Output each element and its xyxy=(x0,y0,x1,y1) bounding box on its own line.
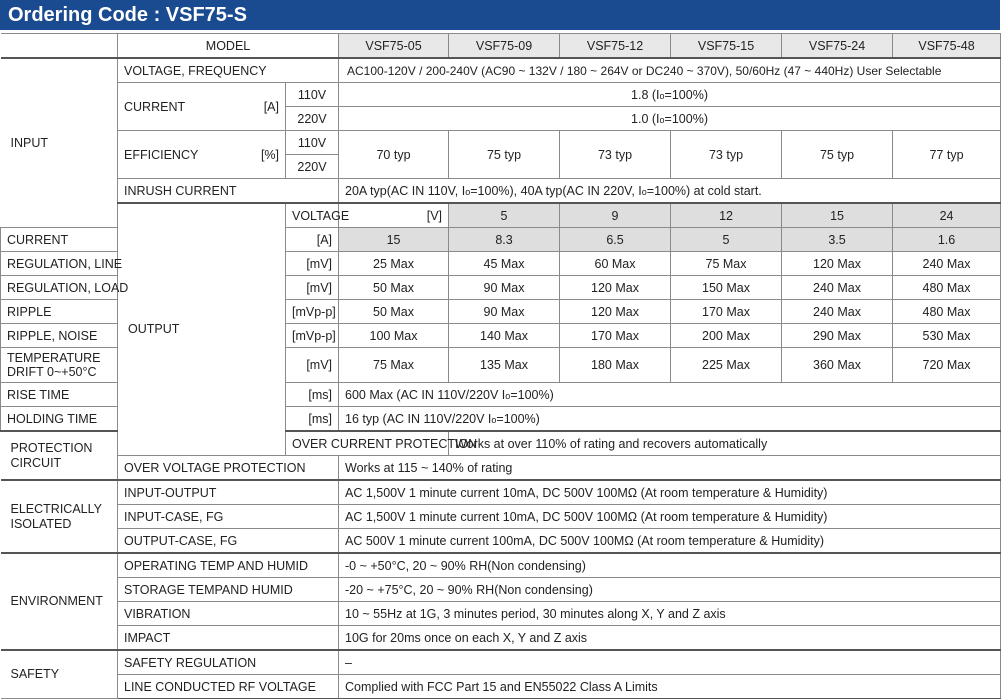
cell: 240 Max xyxy=(782,276,893,300)
cell: 50 Max xyxy=(339,300,449,324)
table-row xyxy=(1,578,1001,602)
table-row xyxy=(1,83,1001,107)
cell: 480 Max xyxy=(893,300,1001,324)
cell: 6.5 xyxy=(560,228,671,252)
table-row xyxy=(1,675,1001,699)
isolation-value: AC 500V 1 minute current 100mA, DC 500V 100MΩ (At room temperature & Humidity) xyxy=(339,529,1001,554)
table-row xyxy=(1,529,1001,554)
cell: 3.5 xyxy=(782,228,893,252)
row-unit: [mV] xyxy=(286,348,339,383)
cell: 140 Max xyxy=(449,324,560,348)
category-environment: ENVIRONMENT xyxy=(1,553,118,650)
row-label: SAFETY REGULATION xyxy=(118,650,339,675)
cell: 15 xyxy=(782,203,893,228)
isolation-value: AC 1,500V 1 minute current 10mA, DC 500V 100MΩ (At room temperature & Humidity) xyxy=(339,505,1001,529)
efficiency-value: 73 typ xyxy=(671,131,782,179)
cell: 150 Max xyxy=(671,276,782,300)
table-row xyxy=(1,203,1001,228)
cell: 12 xyxy=(671,203,782,228)
efficiency-value: 77 typ xyxy=(893,131,1001,179)
cell: 24 xyxy=(893,203,1001,228)
table-row xyxy=(1,58,1001,83)
rf-voltage-value: Complied with FCC Part 15 and EN55022 Class A Limits xyxy=(339,675,1001,699)
model-col: VSF75-12 xyxy=(560,34,671,59)
row-unit: [mVp-p] xyxy=(286,324,339,348)
row-label: RIPPLE, NOISE xyxy=(1,324,118,348)
efficiency-unit: [%] xyxy=(260,147,279,162)
row-label: VOLTAGE, FREQUENCY xyxy=(118,58,339,83)
table-row xyxy=(1,505,1001,529)
table-row xyxy=(1,179,1001,204)
current-220-value: 1.0 (Io=100%) xyxy=(339,107,1001,131)
row-label: REGULATION, LINE xyxy=(1,252,118,276)
row-label: INPUT-CASE, FG xyxy=(118,505,339,529)
cell: 360 Max xyxy=(782,348,893,383)
cell: 1.6 xyxy=(893,228,1001,252)
category-input: INPUT xyxy=(1,58,118,228)
table-row xyxy=(1,480,1001,505)
row-label-temperature: TEMPERATURE DRIFT 0~+50°C xyxy=(1,348,118,383)
v110-label: 110V xyxy=(286,131,339,155)
cell: 200 Max xyxy=(671,324,782,348)
row-label: VIBRATION xyxy=(118,602,339,626)
row-label: OUTPUT-CASE, FG xyxy=(118,529,339,554)
row-label: HOLDING TIME xyxy=(1,407,118,432)
cell: 60 Max xyxy=(560,252,671,276)
row-label: INPUT-OUTPUT xyxy=(118,480,339,505)
model-col: VSF75-48 xyxy=(893,34,1001,59)
row-label: STORAGE TEMPAND HUMID xyxy=(118,578,339,602)
model-col: VSF75-09 xyxy=(449,34,560,59)
category-output: OUTPUT xyxy=(118,203,286,456)
environment-value: -20 ~ +75°C, 20 ~ 90% RH(Non condensing) xyxy=(339,578,1001,602)
ovp-value: Works at 115 ~ 140% of rating xyxy=(339,456,1001,481)
voltage-frequency-value: AC100-120V / 200-240V (AC90 ~ 132V / 180 ~ 264V or DC240 ~ 370V), 50/60Hz (47 ~ 440Hz) User Selectable xyxy=(339,58,1001,83)
efficiency-value: 75 typ xyxy=(449,131,560,179)
table-row xyxy=(1,650,1001,675)
row-label: OPERATING TEMP AND HUMID xyxy=(118,553,339,578)
row-label: VOLTAGE xyxy=(286,203,339,228)
model-col: VSF75-24 xyxy=(782,34,893,59)
header-blank xyxy=(1,34,118,59)
table-row xyxy=(1,553,1001,578)
row-unit: [ms] xyxy=(286,383,339,407)
environment-value: 10 ~ 55Hz at 1G, 3 minutes period, 30 minutes along X, Y and Z axis xyxy=(339,602,1001,626)
table-row xyxy=(1,456,1001,481)
row-unit: [mV] xyxy=(286,276,339,300)
cell: 8.3 xyxy=(449,228,560,252)
model-col: VSF75-05 xyxy=(339,34,449,59)
environment-value: 10G for 20ms once on each X, Y and Z axis xyxy=(339,626,1001,651)
table-row xyxy=(1,626,1001,651)
cell: 120 Max xyxy=(560,276,671,300)
cell: 170 Max xyxy=(671,300,782,324)
row-label: CURRENT xyxy=(1,228,118,252)
cell: 25 Max xyxy=(339,252,449,276)
cell: 15 xyxy=(339,228,449,252)
table-row xyxy=(1,131,1001,155)
row-label: OVER VOLTAGE PROTECTION xyxy=(118,456,339,481)
row-unit: [V] xyxy=(339,203,449,228)
cell: 240 Max xyxy=(782,300,893,324)
cell: 180 Max xyxy=(560,348,671,383)
cell: 75 Max xyxy=(339,348,449,383)
v220-label: 220V xyxy=(286,107,339,131)
cell: 720 Max xyxy=(893,348,1001,383)
cell: 100 Max xyxy=(339,324,449,348)
cell: 530 Max xyxy=(893,324,1001,348)
efficiency-value: 75 typ xyxy=(782,131,893,179)
cell: 5 xyxy=(671,228,782,252)
current-unit: [A] xyxy=(263,99,279,114)
row-label-current xyxy=(118,83,286,131)
model-header: MODEL xyxy=(118,34,339,59)
model-col: VSF75-15 xyxy=(671,34,782,59)
category-protection: PROTECTION CIRCUIT xyxy=(1,431,118,480)
row-unit: [A] xyxy=(286,228,339,252)
cell: 50 Max xyxy=(339,276,449,300)
safety-reg-value: – xyxy=(339,650,1001,675)
cell: 90 Max xyxy=(449,300,560,324)
cell: 480 Max xyxy=(893,276,1001,300)
row-label-efficiency xyxy=(118,131,286,179)
cell: 120 Max xyxy=(782,252,893,276)
v220-label: 220V xyxy=(286,155,339,179)
cell: 135 Max xyxy=(449,348,560,383)
row-label: RIPPLE xyxy=(1,300,118,324)
row-label: RISE TIME xyxy=(1,383,118,407)
row-unit: [ms] xyxy=(286,407,339,432)
cell: 225 Max xyxy=(671,348,782,383)
inrush-value: 20A typ(AC IN 110V, Io=100%), 40A typ(AC IN 220V, Io=100%) at cold start. xyxy=(339,179,1001,204)
category-isolation: ELECTRICALLY ISOLATED xyxy=(1,480,118,553)
ocp-value: Works at over 110% of rating and recovers automatically xyxy=(449,431,1001,456)
efficiency-value: 73 typ xyxy=(560,131,671,179)
current-label: CURRENT xyxy=(124,99,186,114)
current-110-value: 1.8 (Io=100%) xyxy=(339,83,1001,107)
row-label: OVER CURRENT PROTECTION xyxy=(286,431,449,456)
page-title: Ordering Code : VSF75-S xyxy=(0,0,1000,30)
category-safety: SAFETY xyxy=(1,650,118,699)
rise-time-value: 600 Max (AC IN 110V/220V Io=100%) xyxy=(339,383,1001,407)
isolation-value: AC 1,500V 1 minute current 10mA, DC 500V 100MΩ (At room temperature & Humidity) xyxy=(339,480,1001,505)
cell: 170 Max xyxy=(560,324,671,348)
cell: 75 Max xyxy=(671,252,782,276)
row-unit: [mV] xyxy=(286,252,339,276)
efficiency-label: EFFICIENCY xyxy=(124,147,199,162)
cell: 90 Max xyxy=(449,276,560,300)
row-label: LINE CONDUCTED RF VOLTAGE xyxy=(118,675,339,699)
spec-table xyxy=(0,33,1001,699)
row-label: REGULATION, LOAD xyxy=(1,276,118,300)
cell: 290 Max xyxy=(782,324,893,348)
cell: 9 xyxy=(560,203,671,228)
cell: 45 Max xyxy=(449,252,560,276)
cell: 120 Max xyxy=(560,300,671,324)
cell: 5 xyxy=(449,203,560,228)
efficiency-value: 70 typ xyxy=(339,131,449,179)
header-row xyxy=(1,34,1001,59)
v110-label: 110V xyxy=(286,83,339,107)
row-unit: [mVp-p] xyxy=(286,300,339,324)
environment-value: -0 ~ +50°C, 20 ~ 90% RH(Non condensing) xyxy=(339,553,1001,578)
holding-time-value: 16 typ (AC IN 110V/220V Io=100%) xyxy=(339,407,1001,432)
row-label: INRUSH CURRENT xyxy=(118,179,339,204)
cell: 240 Max xyxy=(893,252,1001,276)
row-label: IMPACT xyxy=(118,626,339,651)
table-row xyxy=(1,602,1001,626)
